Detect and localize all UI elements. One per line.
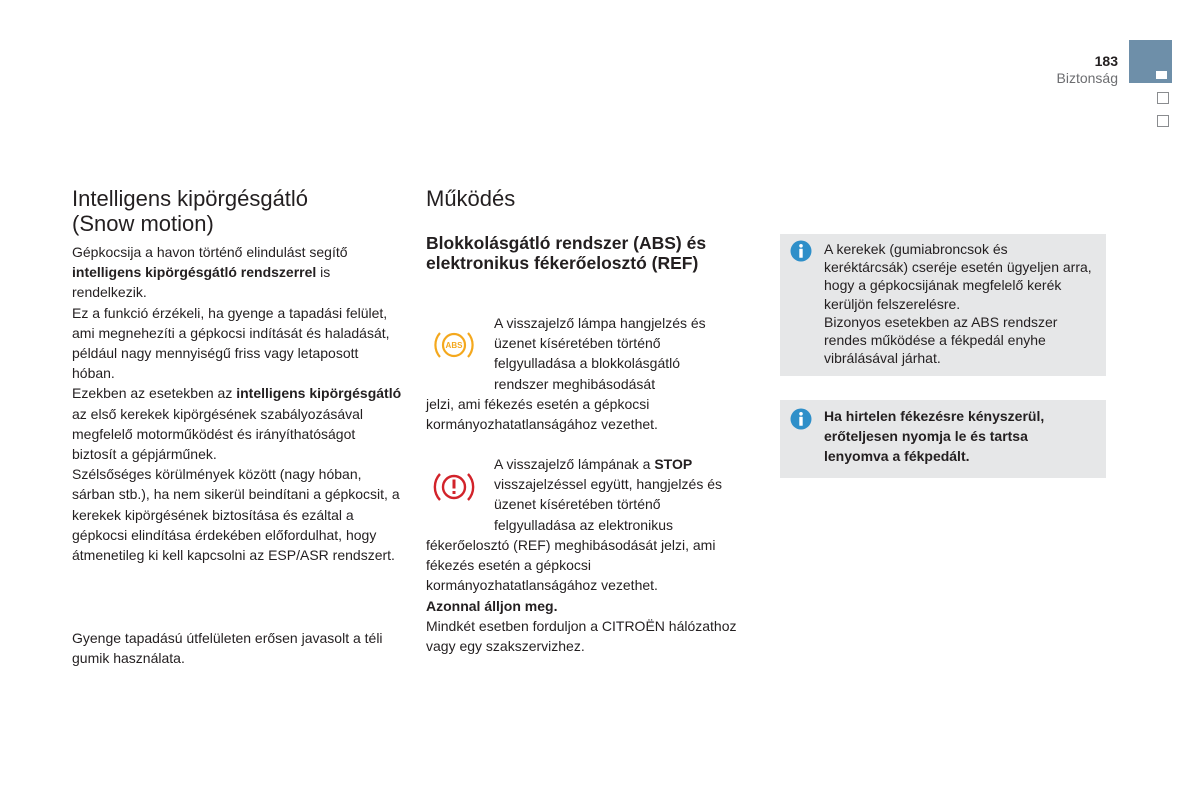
paragraph: Mindkét esetben forduljon a CITROËN hálózathoz vagy egy szakszervizhez.	[426, 617, 737, 655]
paragraph: Bizonyos esetekben az ABS rendszer rendes működése a fékpedál enyhe vibrálásával járhat.	[824, 313, 1058, 367]
info-icon	[790, 240, 812, 262]
text-run: Gépkocsija a havon történő elindulást segítő	[72, 244, 348, 260]
info-text-wheels	[824, 240, 1094, 367]
stop-immediately-warning: Azonnal álljon meg.	[426, 597, 558, 614]
text-run: A visszajelző lámpának a	[494, 456, 655, 472]
paragraph: A kerekek (gumiabroncsok és keréktárcsák) cseréje esetén ügyeljen arra, hogy a gépkocsijának megfelelő kerék kerüljön felszerelésre.	[824, 241, 1092, 312]
snow-motion-text	[72, 242, 402, 565]
text-run: Ezekben az esetekben az	[72, 385, 237, 402]
abs-lamp-label: ABS	[445, 341, 463, 350]
section-name: Biztonság	[1056, 70, 1118, 86]
section-title-operation: Működés	[426, 186, 516, 211]
stop-lamp-description	[494, 454, 734, 535]
bold-text: intelligens kipörgésgátló	[236, 385, 402, 402]
abs-lamp-description-cont: jelzi, ami fékezés esetén a gépkocsi kormányozhatatlanságához vezethet.	[426, 396, 658, 433]
abs-warning-lamp-icon	[432, 327, 476, 363]
abs-ref-subtitle: Blokkolásgátló rendszer (ABS) és elektronikus fékerőelosztó (REF)	[426, 233, 707, 273]
text-run: is rendelkezik.	[72, 264, 331, 301]
chapter-tab-marker	[1156, 71, 1167, 79]
paragraph	[72, 383, 402, 464]
title-line: Intelligens kipörgésgátló	[72, 186, 309, 211]
section-title-snow-motion	[72, 186, 402, 236]
info-icon	[790, 408, 812, 430]
winter-tyre-note: Gyenge tapadású útfelületen erősen javasolt a téli gumik használata.	[72, 630, 383, 667]
text-run: visszajelzéssel együtt, hangjelzés és üzenet kíséretében történő felgyulladása az elektronikus	[494, 476, 723, 533]
paragraph: fékerőelosztó (REF) meghibásodását jelzi, ami fékezés esetén a gépkocsi kormányozhatatlanságához vezethet.	[426, 537, 716, 594]
stop-lamp-description-cont	[426, 535, 746, 656]
page-number: 183	[1094, 53, 1118, 69]
paragraph: Szélsőséges körülmények között (nagy hóban, sárban stb.), ha nem sikerül beindítani a gépkocsit, a kerekek kipörgésének biztosítása és ezáltal a gépkocsi elindítása érdekében előfordulhat, hogy átmenetileg ki kell kapcsolni az ESP/ASR rendszert.	[72, 466, 400, 564]
chapter-box-icon	[1157, 115, 1169, 127]
text-run: az első kerekek kipörgésének szabályozásával megfelelő motorműködést és irányíthatóságot biztosít a gépjárműnek.	[72, 405, 364, 463]
stop-keyword: STOP	[654, 456, 693, 472]
paragraph: Ez a funkció érzékeli, ha gyenge a tapadási felület, ami megnehezíti a gépkocsi indítását és haladását, például nagy mennyiségű friss vagy letaposott hóban.	[72, 304, 390, 382]
brake-warning-lamp-icon	[432, 468, 476, 506]
info-text-emergency-braking: Ha hirtelen fékezésre kényszerül, erőteljesen nyomja le és tartsa lenyomva a fékpedált.	[824, 408, 1045, 464]
chapter-box-icon	[1157, 92, 1169, 104]
paragraph	[72, 242, 402, 303]
bold-text: intelligens kipörgésgátló rendszerrel	[72, 264, 317, 281]
title-line: (Snow motion)	[72, 211, 214, 236]
abs-lamp-description: A visszajelző lámpa hangjelzés és üzenet kíséretében történő felgyulladása a blokkolásgátló rendszer meghibásodását	[494, 315, 706, 392]
